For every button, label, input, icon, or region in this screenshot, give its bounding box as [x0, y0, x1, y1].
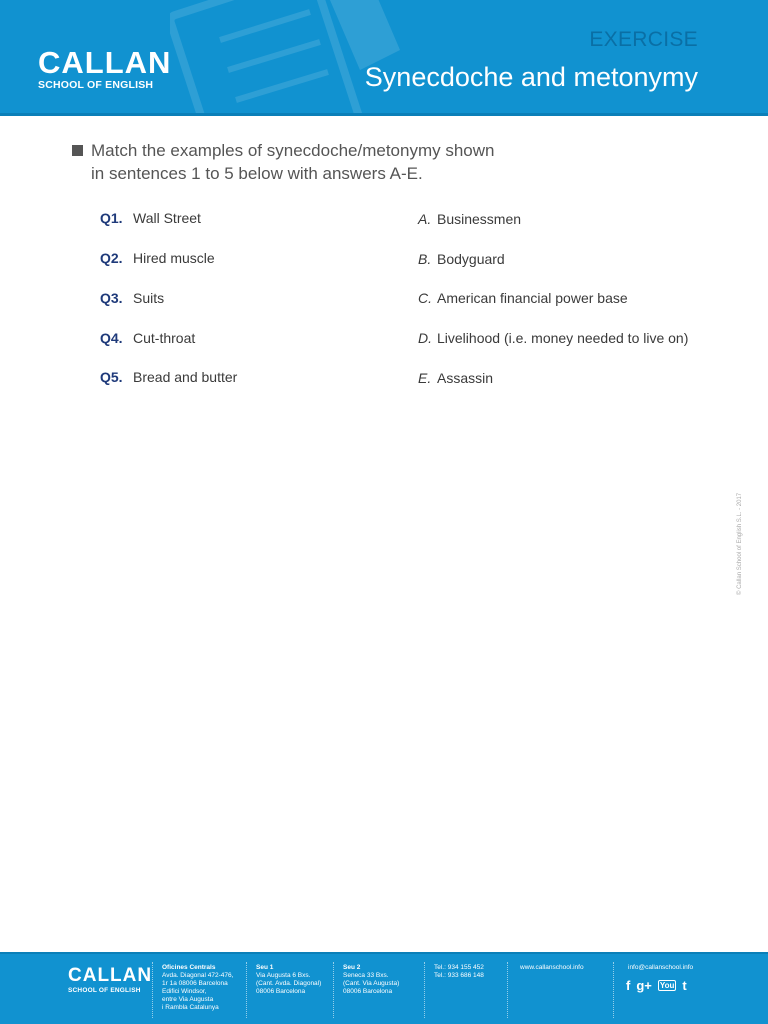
seu1-heading: Seu 1	[256, 964, 274, 971]
footer-seu-1	[256, 964, 321, 996]
footer	[0, 952, 768, 1024]
square-bullet-icon	[72, 145, 83, 156]
question-number: Q2.	[100, 250, 123, 266]
address-line: (Cant. Avda. Diagonal)	[256, 980, 322, 987]
footer-phones	[434, 964, 484, 980]
question-item	[100, 290, 164, 306]
address-line: 08006 Barcelona	[343, 988, 393, 995]
address-line: Seneca 33 Bxs.	[343, 972, 389, 979]
seu2-heading: Seu 2	[343, 964, 361, 971]
page-title: Synecdoche and metonymy	[364, 62, 698, 92]
address-line: 1r 1a 08006 Barcelona	[162, 980, 228, 987]
address-line: (Cant. Via Augusta)	[343, 980, 400, 987]
footer-divider	[507, 962, 508, 1018]
question-text: Suits	[133, 290, 165, 306]
footer-divider	[152, 962, 153, 1018]
footer-divider	[424, 962, 425, 1018]
address-line: entre Via Augusta	[162, 996, 214, 1003]
answer-text: American financial power base	[437, 290, 628, 306]
footer-callan-logo	[68, 966, 152, 994]
footer-divider	[333, 962, 334, 1018]
footer-divider	[613, 962, 614, 1018]
notepad-pencil-icon	[170, 0, 410, 116]
address-line: Via Augusta 6 Bxs.	[256, 972, 311, 979]
copyright-notice: © Callan School of English S.L. - 2017	[737, 492, 743, 595]
answer-letter: B.	[418, 251, 432, 267]
question-text: Cut-throat	[133, 330, 196, 346]
question-item	[100, 210, 201, 226]
answer-item	[418, 211, 521, 227]
question-item	[100, 369, 237, 385]
youtube-icon[interactable]: You	[659, 981, 675, 990]
question-text: Bread and butter	[133, 369, 238, 385]
footer-logo-subtitle: SCHOOL OF ENGLISH	[68, 987, 141, 994]
question-item	[100, 250, 215, 266]
answer-text: Businessmen	[437, 211, 522, 227]
question-text: Wall Street	[133, 210, 201, 226]
answer-item	[418, 330, 688, 346]
answer-letter: D.	[418, 330, 432, 346]
footer-divider	[246, 962, 247, 1018]
twitter-icon[interactable]: t	[682, 978, 687, 993]
instruction-line-2: in sentences 1 to 5 below with answers A-E.	[91, 164, 423, 183]
answer-text: Livelihood (i.e. money needed to live on)	[437, 330, 689, 346]
exercise-label: EXERCISE	[589, 28, 698, 51]
question-number: Q5.	[100, 369, 123, 385]
footer-email-link[interactable]: info@callanschool.info	[628, 964, 694, 971]
answer-item	[418, 251, 505, 267]
phone-number: Tel.: 933 686 148	[434, 972, 484, 979]
answer-letter: E.	[418, 370, 432, 386]
oficines-heading: Oficines Centrals	[162, 964, 216, 971]
question-number: Q1.	[100, 210, 123, 226]
question-text: Hired muscle	[133, 250, 215, 266]
facebook-icon[interactable]: f	[626, 978, 631, 993]
question-number: Q3.	[100, 290, 123, 306]
google-plus-icon[interactable]: g+	[636, 978, 652, 993]
logo-wordmark: CALLAN	[38, 45, 172, 80]
answer-letter: A.	[418, 211, 432, 227]
question-number: Q4.	[100, 330, 123, 346]
header-banner	[0, 0, 768, 116]
answer-text: Bodyguard	[437, 251, 505, 267]
answer-letter: C.	[418, 290, 432, 306]
answer-text: Assassin	[437, 370, 494, 386]
answer-item	[418, 370, 493, 386]
address-line: Avda. Diagonal 472-476,	[162, 972, 234, 979]
instruction	[72, 139, 552, 185]
footer-website-link[interactable]: www.callanschool.info	[520, 964, 584, 971]
address-line: 08006 Barcelona	[256, 988, 306, 995]
footer-oficines-centrals	[162, 964, 233, 1012]
address-line: i Rambla Catalunya	[162, 1004, 219, 1011]
phone-number: Tel.: 934 155 452	[434, 964, 484, 971]
social-links	[626, 978, 687, 993]
logo-subtitle: SCHOOL OF ENGLISH	[38, 79, 154, 91]
callan-logo	[38, 45, 172, 91]
address-line: Edifici Windsor,	[162, 988, 207, 995]
footer-seu-2	[343, 964, 399, 996]
question-item	[100, 330, 195, 346]
instruction-line-1: Match the examples of synecdoche/metonymy shown	[91, 141, 495, 160]
footer-logo-wordmark: CALLAN	[68, 965, 153, 986]
answer-item	[418, 290, 628, 306]
